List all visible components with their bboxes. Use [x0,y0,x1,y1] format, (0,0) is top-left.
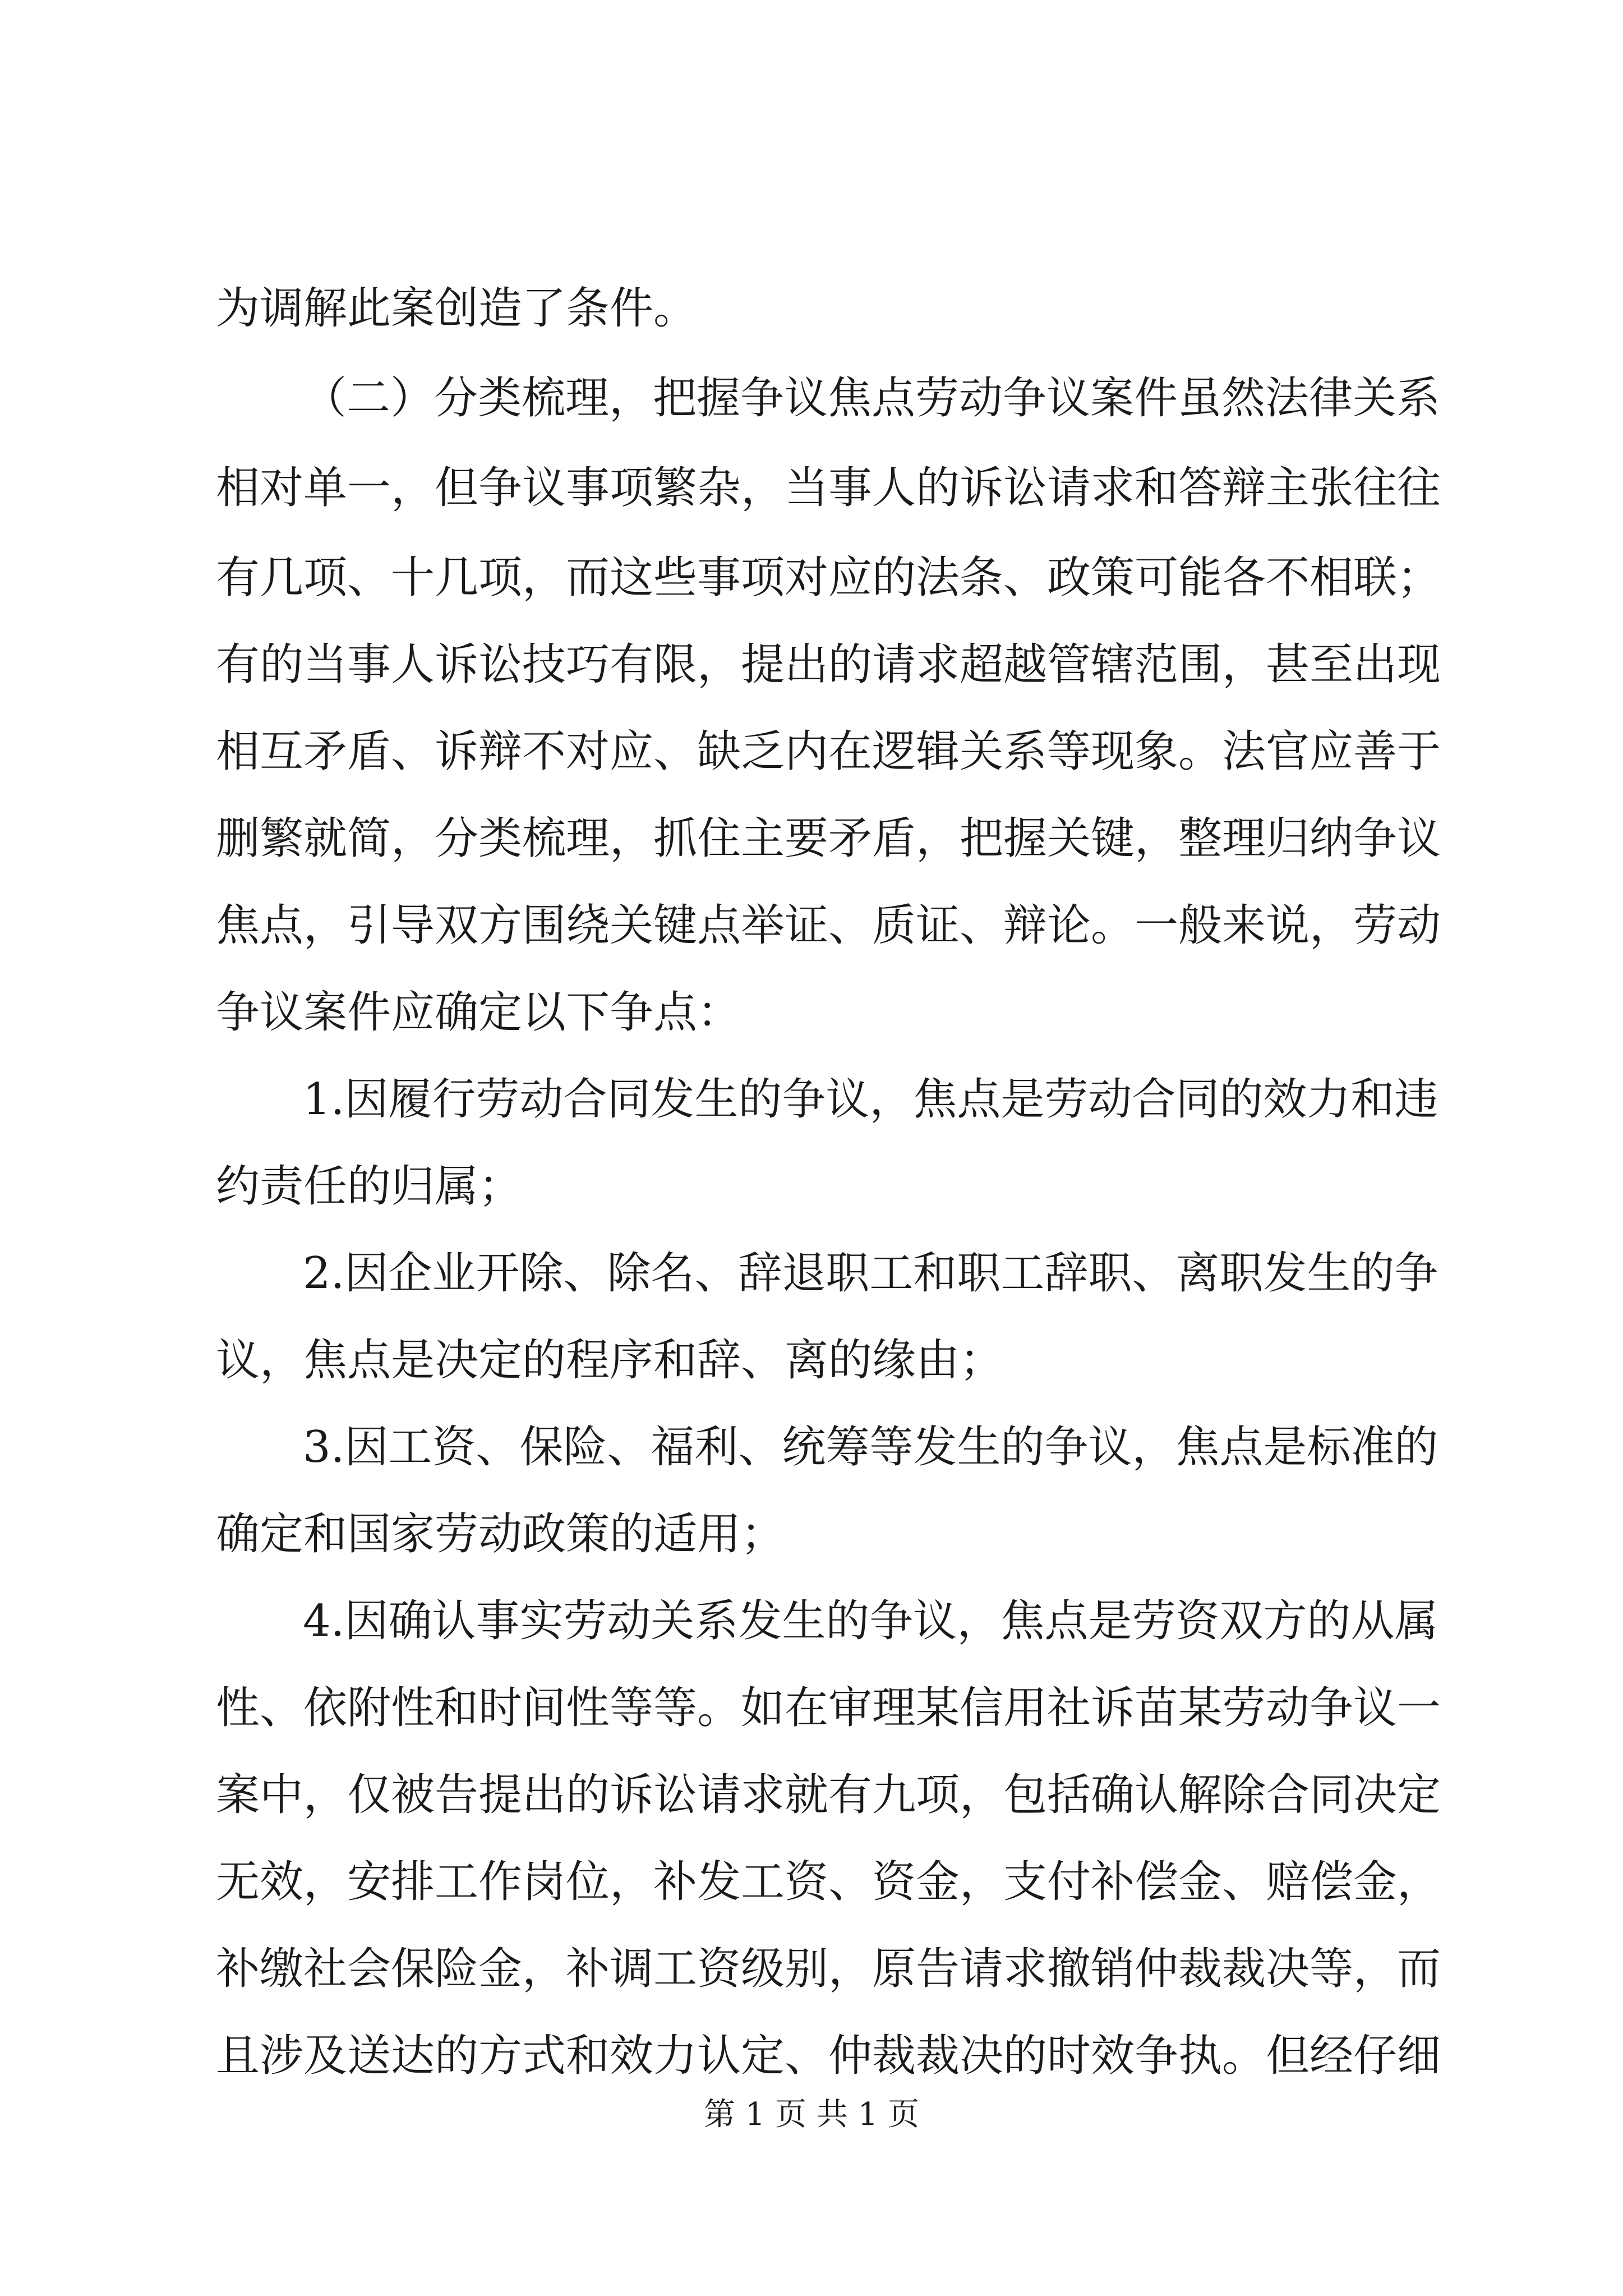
text-line: 有几项、十几项，而这些事项对应的法条、政策可能各不相联； [216,553,1441,603]
text-line: 1.因履行劳动合同发生的争议，焦点是劳动合同的效力和违 [303,1074,1438,1125]
text-line: 删繁就简，分类梳理，抓住主要矛盾，把握关键，整理归纳争议 [216,813,1441,864]
text-line: 案中，仅被告提出的诉讼请求就有九项，包括确认解除合同决定 [216,1770,1441,1820]
text-line: 2.因企业开除、除名、辞退职工和职工辞职、离职发生的争 [303,1248,1438,1299]
text-line: 争议案件应确定以下争点： [216,987,741,1038]
text-line: 为调解此案创造了条件。 [216,283,698,334]
text-line: 约责任的归属； [216,1161,523,1212]
text-line: 确定和国家劳动政策的适用； [216,1509,785,1559]
text-line: 补缴社会保险金，补调工资级别，原告请求撤销仲裁裁决等，而 [216,1944,1441,1994]
text-line: 3.因工资、保险、福利、统筹等发生的争议，焦点是标准的 [303,1422,1438,1473]
text-line: 无效，安排工作岗位，补发工资、资金，支付补偿金、赔偿金， [216,1857,1441,1907]
text-line: （二）分类梳理，把握争议焦点劳动争议案件虽然法律关系 [303,373,1441,424]
text-line: 相互矛盾、诉辩不对应、缺乏内在逻辑关系等现象。法官应善于 [216,726,1441,777]
page-number: 第 1 页 共 1 页 [703,2096,920,2133]
text-line: 有的当事人诉讼技巧有限，提出的请求超越管辖范围，甚至出现 [216,639,1441,690]
text-line: 4.因确认事实劳动关系发生的争议，焦点是劳资双方的从属 [303,1596,1438,1646]
text-line: 议，焦点是决定的程序和辞、离的缘由； [216,1335,1004,1386]
text-line: 性、依附性和时间性等等。如在审理某信用社诉苗某劳动争议一 [216,1683,1441,1733]
text-line: 且涉及送达的方式和效力认定、仲裁裁决的时效争执。但经仔细 [216,2031,1441,2081]
text-line: 相对单一，但争议事项繁杂，当事人的诉讼请求和答辩主张往往 [216,463,1441,513]
text-line: 焦点，引导双方围绕关键点举证、质证、辩论。一般来说，劳动 [216,900,1441,951]
